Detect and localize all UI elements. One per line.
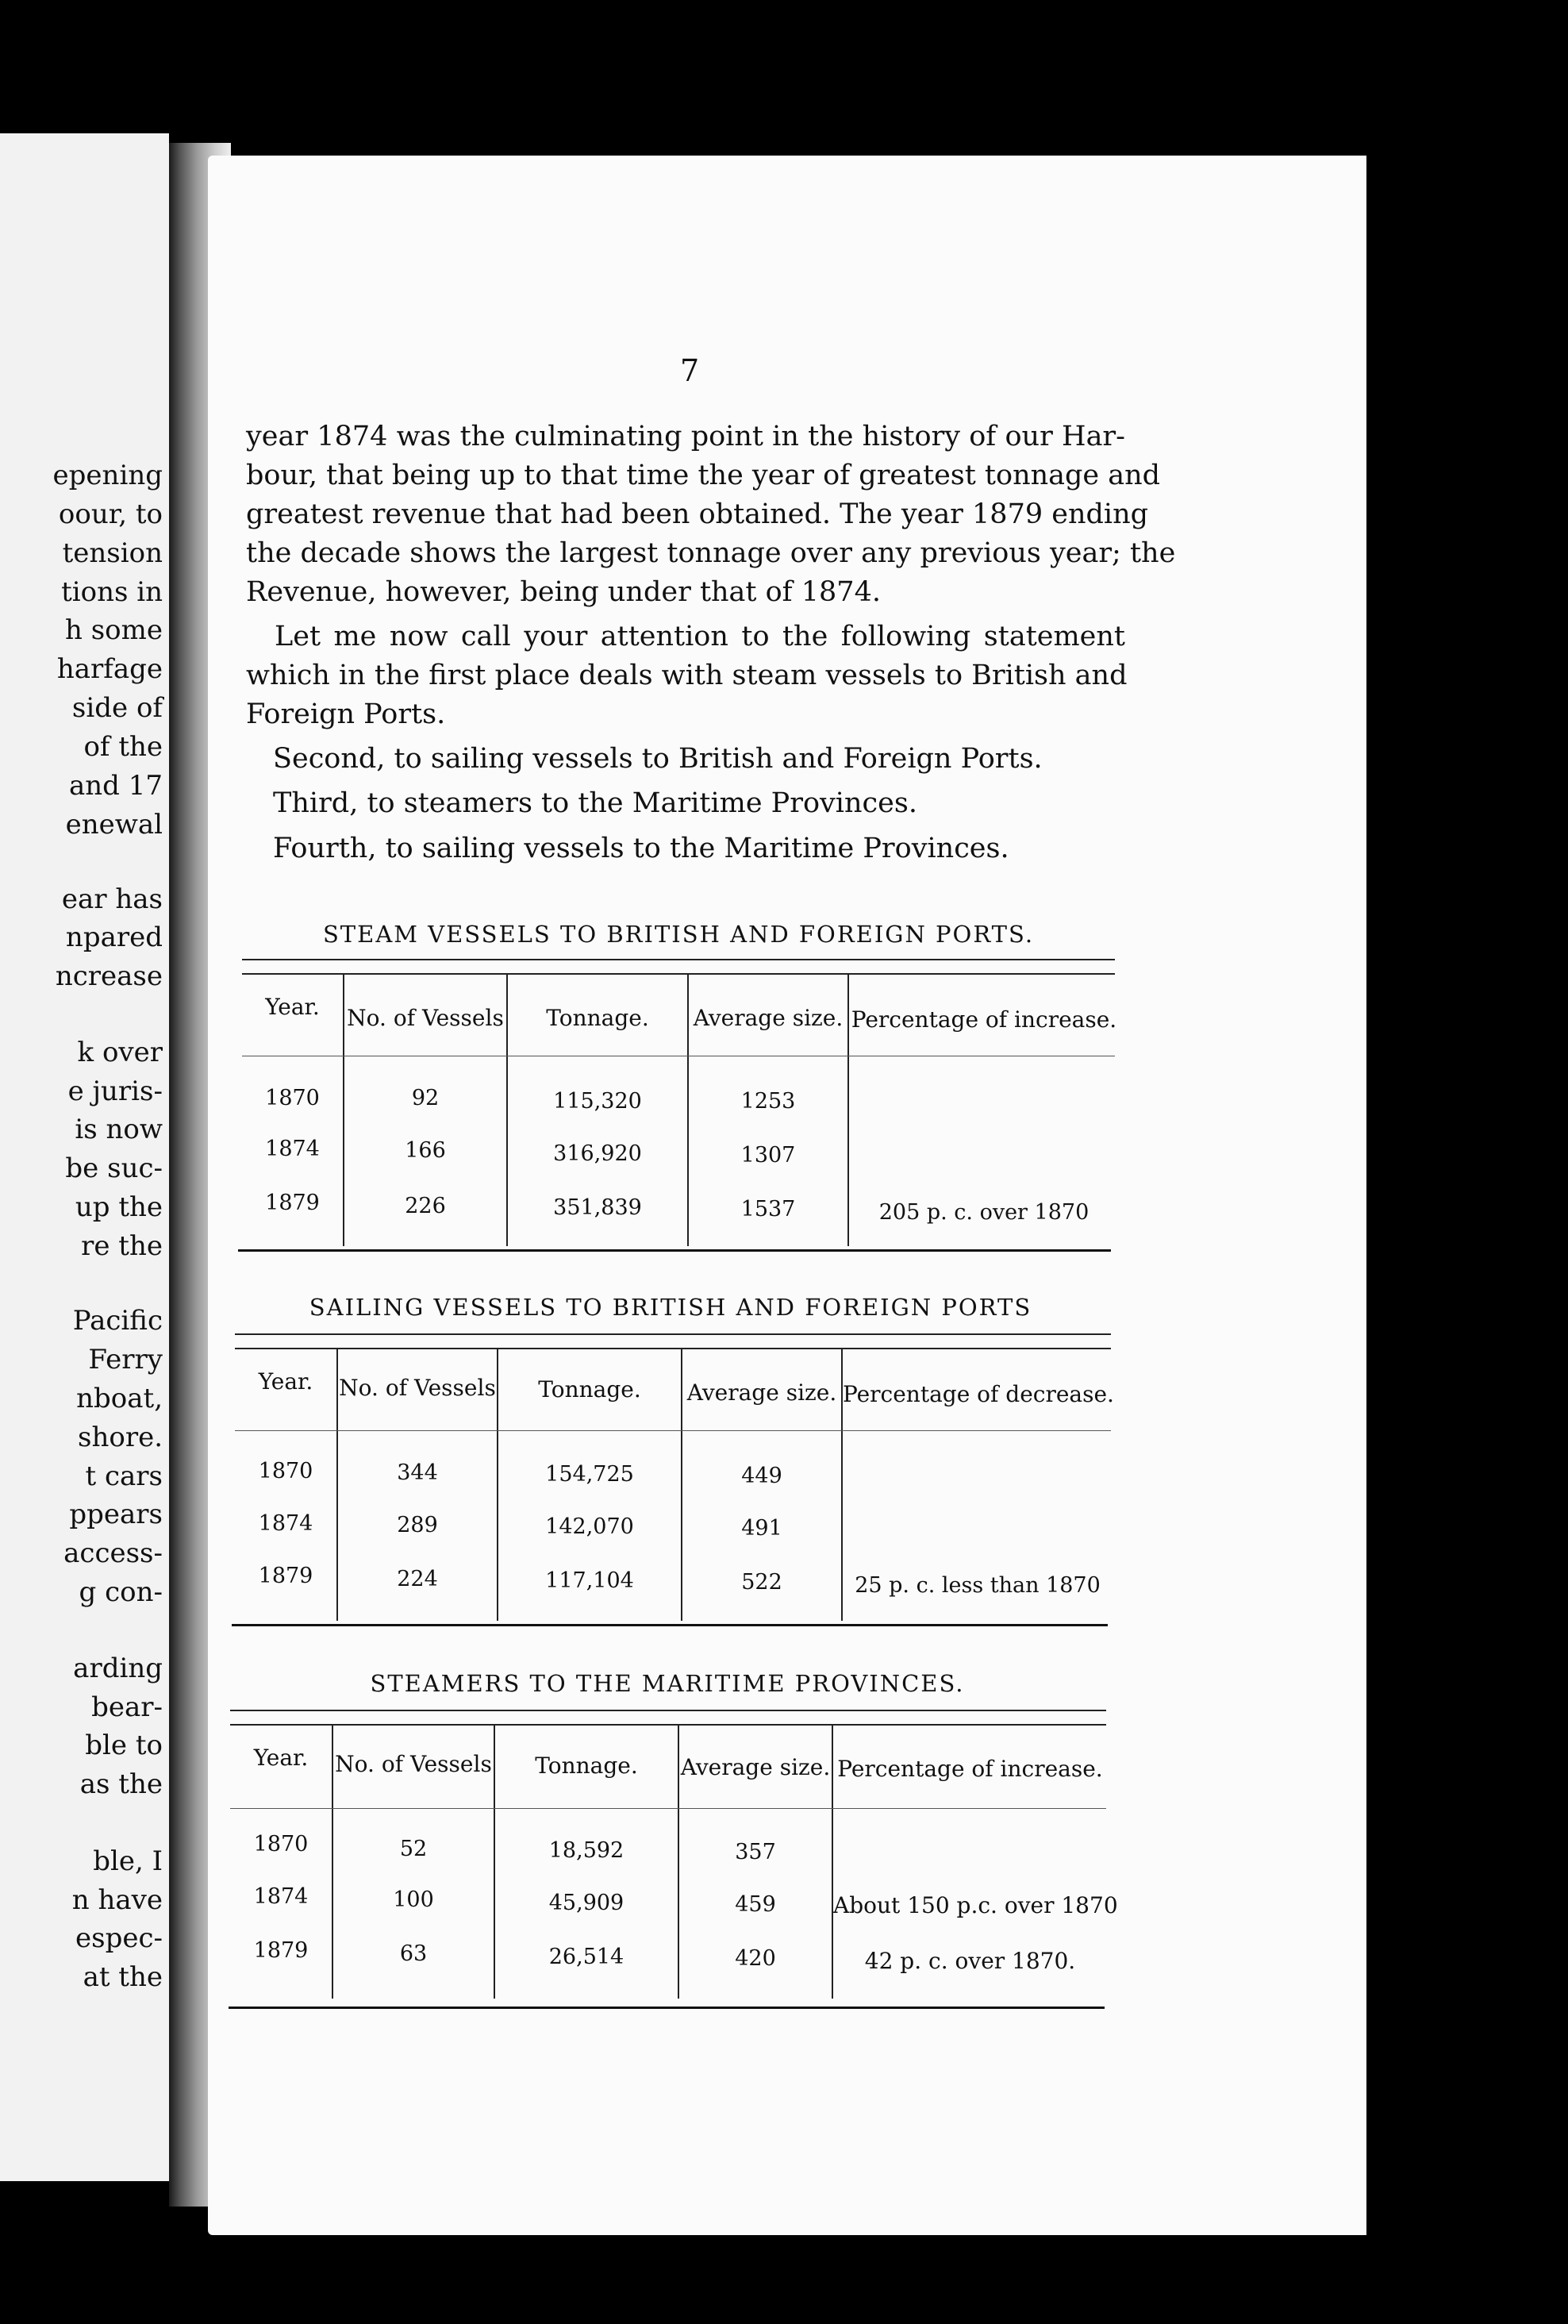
table-title: STEAMERS TO THE MARITIME PROVINCES. [370,1670,965,1697]
table-rule [242,959,1115,960]
cell: 18,592 [548,1838,625,1863]
cell: 100 [393,1887,434,1912]
cell: 92 [411,1086,440,1110]
left-page-fragment [0,133,169,2181]
list-line: Fourth, to sailing vessels to the Maritime Provinces. [273,833,1009,864]
left-page-text-fragment: up the [75,1191,163,1223]
cell: 117,104 [545,1568,634,1593]
cell: 1874 [253,1884,309,1909]
header-percentage: Percentage of increase. [837,1756,1103,1782]
cell: 1879 [258,1564,313,1588]
left-page-text-fragment: shore. [78,1422,163,1453]
cell: 459 [735,1892,776,1917]
cell: 491 [741,1516,782,1541]
header-tonnage: Tonnage. [535,1753,638,1779]
left-page-text-fragment: and 17 [68,770,163,802]
left-page-text-fragment: ear has [61,883,163,915]
left-page-text-fragment: arding [73,1653,163,1684]
left-page-text-fragment: Ferry [88,1344,163,1376]
cell: 1879 [265,1191,320,1215]
cell: 63 [399,1941,428,1966]
table-rule [230,1724,1106,1726]
header-rule [235,1430,1111,1431]
left-page-text-fragment: side of [71,692,163,724]
header-vessels: No. of Vessels [335,1751,492,1777]
table-bottom-rule [238,1249,1111,1252]
left-page-text-fragment: ppears [69,1499,163,1530]
left-page-text-fragment: is now [75,1114,163,1145]
left-page-text-fragment: epening [52,460,163,491]
table-title: STEAM VESSELS TO BRITISH AND FOREIGN PORTS. [322,921,1035,948]
left-page-text-fragment: as the [79,1768,163,1800]
table-rule [235,1333,1111,1335]
left-page-text-fragment: t cars [85,1460,163,1492]
header-year: Year. [265,994,320,1020]
list-line: Third, to steamers to the Maritime Provinces. [273,787,917,819]
header-year: Year. [258,1368,313,1395]
header-average-size: Average size. [686,1379,837,1406]
cell: 1870 [265,1086,320,1110]
left-page-text-fragment: g con- [79,1576,163,1608]
list-line: Second, to sailing vessels to British and Foreign Ports. [273,743,1043,775]
left-page-text-fragment: access- [63,1537,163,1569]
cell: 115,320 [553,1089,642,1114]
cell: 1537 [740,1197,796,1222]
table-bottom-rule [229,2007,1105,2009]
cell: 1879 [253,1938,309,1963]
cell: 166 [405,1138,446,1163]
cell: 420 [735,1946,776,1971]
paragraph-line: year 1874 was the culminating point in the history of our Har- [246,421,1125,452]
paragraph-line: greatest revenue that had been obtained. The year 1879 ending [246,498,1149,530]
paragraph-line: bour, that being up to that time the year of greatest tonnage and [246,460,1161,491]
cell: 52 [399,1837,428,1861]
left-page-text-fragment: ble, I [93,1845,163,1877]
table-bottom-rule [232,1624,1108,1626]
left-page-text-fragment: be suc- [65,1152,163,1184]
left-page-text-fragment: enewal [65,809,163,841]
cell: 226 [405,1194,446,1218]
cell: 224 [397,1567,438,1591]
cell: 1253 [740,1089,796,1114]
paragraph-line: Revenue, however, being under that of 1874. [246,576,881,608]
cell: 351,839 [553,1195,642,1220]
left-page-text-fragment: ncrease [55,960,163,992]
cell: 357 [735,1840,776,1864]
left-page-text-fragment: tions in [61,576,163,608]
cell: 316,920 [553,1141,642,1166]
cell: 1874 [258,1511,313,1536]
table-rule [235,1348,1111,1349]
left-page-text-fragment: re the [81,1230,163,1262]
cell: 154,725 [545,1462,634,1487]
cell: 205 p. c. over 1870 [878,1200,1090,1225]
left-page-text-fragment: oour, to [58,498,163,530]
left-page-text-fragment: at the [83,1961,163,1993]
header-percentage: Percentage of increase. [851,1006,1117,1033]
cell: 289 [397,1513,438,1537]
paragraph-line: Foreign Ports. [246,698,446,730]
cell: 1870 [253,1832,309,1857]
cell: 449 [741,1464,782,1488]
left-page-text-fragment: ble to [85,1730,163,1761]
paragraph-line: the decade shows the largest tonnage over any previous year; the [246,537,1176,569]
left-page-text-fragment: nboat, [76,1383,163,1414]
table-rule [230,1710,1106,1711]
left-page-text-fragment: e juris- [67,1075,163,1107]
cell: 1874 [265,1137,320,1161]
left-page-text-fragment: tension [62,537,163,569]
table-title: SAILING VESSELS TO BRITISH AND FOREIGN PORTS [309,1294,1032,1321]
header-tonnage: Tonnage. [538,1376,641,1402]
header-tonnage: Tonnage. [546,1005,649,1031]
cell: 522 [741,1570,782,1595]
header-average-size: Average size. [693,1005,844,1031]
header-vessels: No. of Vessels [339,1375,496,1401]
paragraph-line: which in the first place deals with steam vessels to British and [246,660,1128,691]
cell: 344 [397,1460,438,1485]
left-page-text-fragment: n have [71,1884,163,1916]
header-percentage: Percentage of decrease. [843,1381,1114,1407]
paragraph-line: Let me now call your attention to the following statement [275,621,1125,652]
left-page-text-fragment: npared [65,922,163,953]
cell: 1307 [740,1143,796,1168]
left-page-text-fragment: espec- [75,1922,163,1954]
left-page-text-fragment: h some [65,614,163,646]
header-vessels: No. of Vessels [347,1005,504,1031]
left-page-text-fragment: k over [77,1037,163,1068]
cell: 25 p. c. less than 1870 [855,1573,1101,1598]
cell: 1870 [258,1459,313,1483]
cell: 142,070 [545,1514,634,1539]
table-rule [242,973,1115,975]
cell: About 150 p.c. over 1870 [833,1892,1118,1918]
left-page-text-fragment: Pacific [72,1305,163,1337]
header-rule [230,1808,1106,1809]
left-page-text-fragment: bear- [91,1691,163,1723]
cell: 26,514 [548,1945,625,1969]
page-number: 7 [680,353,700,388]
left-page-text-fragment: harfage [56,653,163,685]
header-average-size: Average size. [680,1754,831,1780]
cell: 42 p. c. over 1870. [864,1948,1076,1974]
left-page-text-fragment: of the [83,731,163,763]
cell: 45,909 [548,1891,625,1915]
header-year: Year. [253,1745,309,1771]
